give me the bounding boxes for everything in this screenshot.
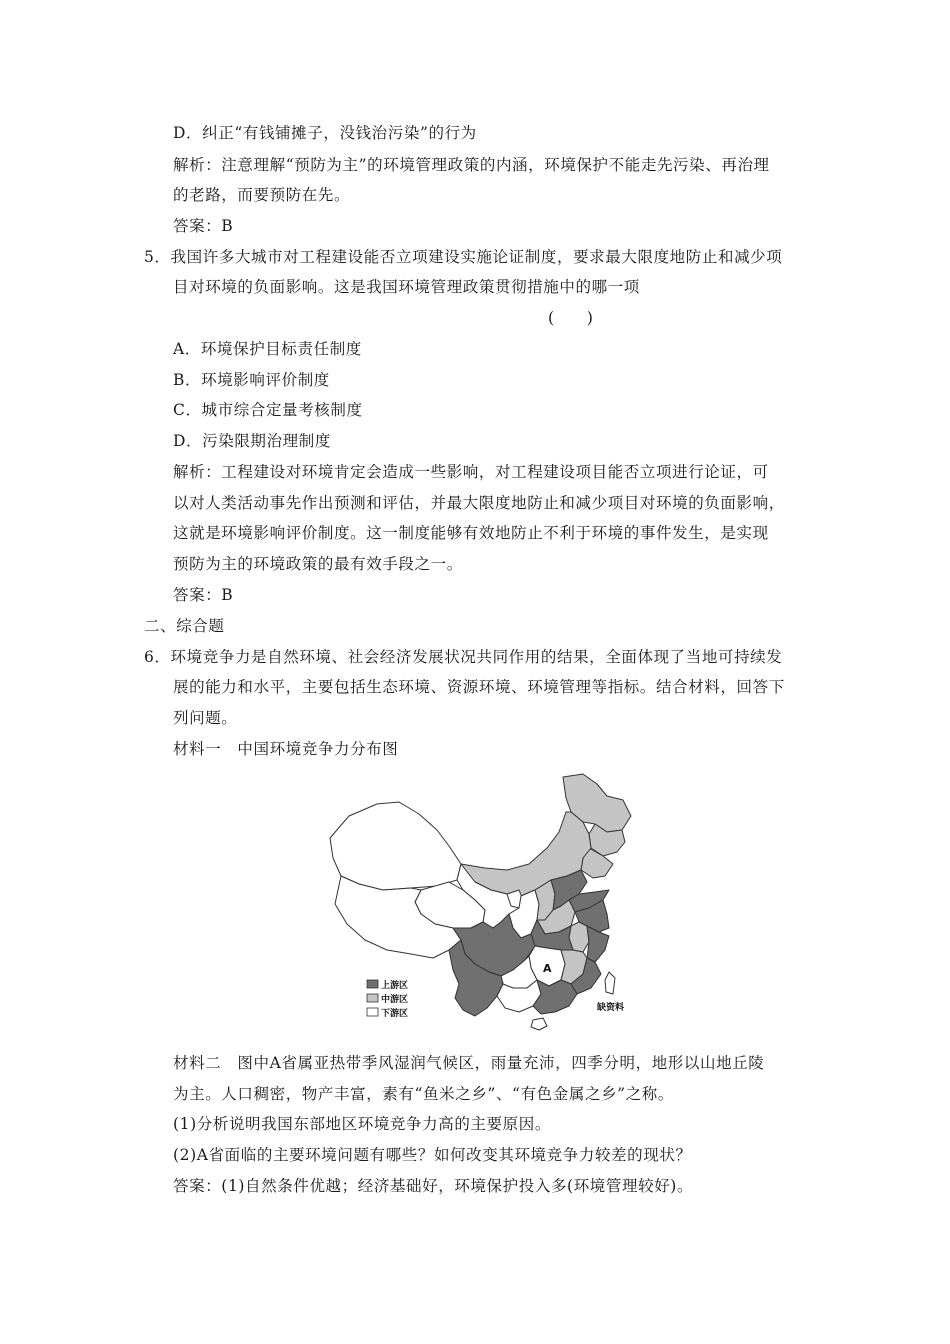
- region-hainan: [531, 1018, 547, 1030]
- line-q6-stem-1: 6．环境竞争力是自然环境、社会经济发展状况共同作用的结果，全面体现了当地可持续发: [144, 648, 783, 666]
- line-q4-analysis-1: 解析：注意理解“预防为主”的环境管理政策的内涵，环境保护不能走先污染、再治理: [173, 156, 770, 174]
- line-q5-analysis-4: 预防为主的环境政策的最有效手段之一。: [173, 555, 463, 573]
- line-q6-material-2-2: 为主。人口稠密，物产丰富，素有“鱼米之乡”、“有色金属之乡”之称。: [173, 1085, 674, 1103]
- map-label-missing-data: 缺资料: [597, 1003, 625, 1013]
- line-q5-analysis-1: 解析：工程建设对环境肯定会造成一些影响，对工程建设项目能否立项进行论证，可: [173, 463, 769, 481]
- line-q6-question-2: (2)A省面临的主要环境问题有哪些？如何改变其环境竞争力较差的现状？: [173, 1146, 692, 1164]
- line-q6-material-2-1: 材料二 图中A省属亚热带季风湿润气候区，雨量充沛，四季分明，地形以山地丘陵: [173, 1054, 765, 1072]
- line-q5-option-c: C．城市综合定量考核制度: [173, 401, 363, 419]
- china-competitiveness-map: [325, 772, 635, 1032]
- legend-swatch-downstream: [367, 1008, 378, 1016]
- line-q5-analysis-2: 以对人类活动事先作出预测和评估，并最大限度地防止和减少项目对环境的负面影响，: [173, 494, 785, 512]
- line-q5-answer: 答案：B: [173, 586, 234, 604]
- region-xinjiang: [330, 802, 461, 890]
- line-q6-answer-1: 答案：(1)自然条件优越；经济基础好，环境保护投入多(环境管理较好)。: [173, 1177, 694, 1195]
- section-title: 二、综合题: [144, 617, 225, 635]
- region-zhejiang: [587, 926, 609, 962]
- legend-swatch-upstream: [367, 980, 378, 988]
- map-label-a: A: [543, 962, 552, 975]
- legend-label-upstream: 上游区: [381, 981, 409, 991]
- legend-label-midstream: 中游区: [381, 995, 409, 1005]
- line-q5-stem-2: 目对环境的负面影响。这是我国环境管理政策贯彻措施中的哪一项: [173, 278, 640, 296]
- line-q5-blank: ( ): [548, 309, 594, 327]
- line-q4-analysis-2: 的老路，而要预防在先。: [173, 186, 351, 204]
- line-q5-option-d: D．污染限期治理制度: [173, 432, 331, 450]
- legend-label-downstream: 下游区: [381, 1009, 409, 1019]
- line-q6-stem-3: 列问题。: [173, 709, 238, 727]
- line-q6-stem-2: 展的能力和水平，主要包括生态环境、资源环境、环境管理等指标。结合材料，回答下: [173, 678, 785, 696]
- line-q6-question-1: (1)分析说明我国东部地区环境竞争力高的主要原因。: [173, 1115, 551, 1133]
- line-q4-answer: 答案：B: [173, 217, 234, 235]
- region-guangdong: [533, 980, 577, 1014]
- line-q5-analysis-3: 这就是环境影响评价制度。这一制度能够有效地防止不利于环境的事件发生，是实现: [173, 524, 769, 542]
- line-q5-stem-1: 5．我国许多大城市对工程建设能否立项建设实施论证制度，要求最大限度地防止和减少项: [144, 248, 783, 266]
- line-q6-material-1-title: 材料一 中国环境竞争力分布图: [173, 740, 399, 758]
- map-legend: [367, 979, 408, 1019]
- legend-swatch-midstream: [367, 994, 378, 1002]
- line-q4-option-d: D．纠正“有钱铺摊子，没钱治污染”的行为: [173, 124, 477, 142]
- line-q5-option-a: A．环境保护目标责任制度: [173, 340, 362, 358]
- line-q5-option-b: B．环境影响评价制度: [173, 371, 330, 389]
- region-taiwan: [605, 972, 615, 994]
